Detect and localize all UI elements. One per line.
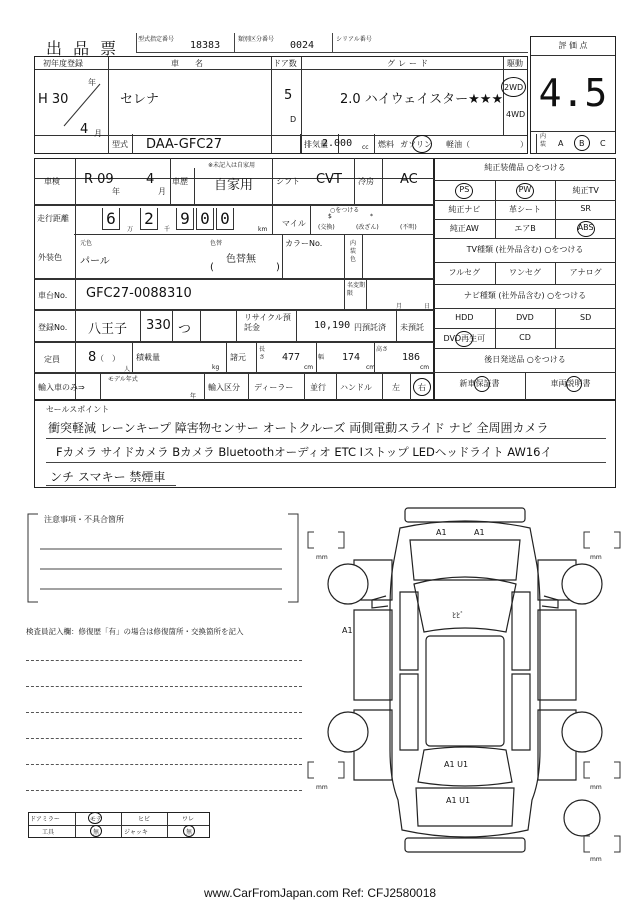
handle-label: ハンドル — [340, 383, 372, 392]
interior-a: A — [558, 139, 564, 148]
import-category-label: 輸入区分 — [208, 383, 240, 392]
reg-region: 八王子 — [88, 322, 128, 337]
inspection-label: 車検 — [44, 177, 60, 186]
model-label: 型式 — [112, 140, 128, 149]
handle-right-circle — [413, 378, 431, 396]
color-orig-label: 元色 — [80, 240, 93, 247]
mileage-label: 走行距離 — [37, 214, 69, 223]
jack-none-circle — [183, 825, 195, 837]
length: 477 — [282, 352, 301, 363]
displacement-label: 排気量 — [304, 140, 328, 149]
genuine-item-circle-8 — [577, 221, 595, 237]
jack-none: 無 — [186, 829, 193, 836]
cat-num-label: 類別区分番号 — [238, 36, 275, 43]
genuine-item-7: エアB — [514, 224, 536, 233]
inspection-era: R 09 — [84, 172, 114, 187]
first-reg-era: H 30 — [38, 92, 69, 107]
history-note: ※未記入は自家用 — [208, 162, 256, 169]
genuine-item-1: PW — [518, 185, 532, 194]
history: 自家用 — [214, 178, 254, 193]
dims-label: 諸元 — [230, 353, 246, 362]
genuine-item-circle-0 — [455, 183, 473, 199]
displacement: 2.000 — [322, 138, 353, 149]
genuine-title: 純正装備品 ○をつける — [484, 163, 566, 172]
deadline-label: 名変期限 — [347, 282, 366, 297]
reg-class: 330 — [146, 318, 171, 333]
odometer — [78, 206, 274, 232]
chassis-number: GFC27-0088310 — [86, 286, 192, 301]
tools-none: 無 — [93, 829, 100, 836]
mileage-mile: マイル — [282, 219, 306, 228]
navi-item-3: DVD再生可 — [443, 334, 486, 343]
load-kg: kg — [212, 364, 220, 371]
mirror-mote: モテ — [90, 816, 103, 823]
tv-item-0: フルセグ — [448, 268, 481, 277]
navi-item-circle-3 — [455, 331, 473, 347]
fuel-gasoline: ガソリン — [400, 140, 432, 149]
inspection-month-unit: 月 — [158, 187, 166, 196]
capacity-label: 定員 — [44, 355, 60, 364]
drive-2wd-circle — [501, 77, 526, 97]
ac: AC — [400, 172, 418, 187]
genuine-item-8: ABS — [577, 223, 594, 232]
tv-item-1: ワンセグ — [508, 268, 541, 277]
tv-item-2: アナログ — [569, 268, 602, 277]
serial-label: シリアル番号 — [336, 36, 372, 43]
first-reg-month-unit: 月 — [94, 129, 102, 138]
fuel-label: 燃料 — [378, 140, 394, 149]
mileage-circle-note: ○をつける — [330, 207, 360, 214]
navi-title: ナビ種類 (社外品含む) ○をつける — [463, 291, 587, 300]
ac-label: 冷房 — [358, 177, 374, 186]
inspection-year-unit: 年 — [112, 187, 120, 196]
later-item-1: 車両説明書 — [550, 379, 591, 388]
door-mirror-label: ドアミラー — [30, 816, 60, 823]
mirror-mote-circle — [88, 812, 102, 824]
drive-2wd: 2WD — [504, 83, 524, 92]
model-year-label: モデル年式 — [108, 376, 138, 383]
recycle-amount: 10,190 — [314, 320, 351, 331]
grade-label: グレード — [387, 59, 431, 68]
navi-item-2: SD — [580, 313, 592, 322]
odometer-digit: 0 — [196, 208, 214, 230]
doors-label: ドア数 — [273, 59, 297, 68]
capacity-paren: （ ） — [96, 354, 120, 363]
drive-4wd: 4WD — [506, 110, 526, 119]
interior-c: C — [600, 139, 606, 148]
genuine-item-5: SR — [580, 204, 591, 213]
fuel-circle — [412, 135, 432, 153]
sales-line-1: 衝突軽減 レーンキープ 障害物センサー オートクルーズ 両側電動スライド ナビ 全周囲カメラ — [48, 421, 549, 435]
interior-circle — [574, 135, 590, 151]
caution-bracket — [26, 512, 304, 606]
navi-item-0: HDD — [455, 313, 474, 322]
fuel-diesel: 軽油（ — [446, 140, 470, 149]
navi-item-1: DVD — [516, 313, 534, 322]
interior-label: 内装 — [540, 133, 547, 148]
interior-color-label: 内装色 — [350, 240, 357, 263]
inspection-month: 4 — [146, 172, 155, 187]
genuine-item-3: 純正ナビ — [448, 205, 481, 214]
mm-fr: mm — [590, 554, 602, 561]
color-changed-label: 色替 — [210, 240, 223, 247]
mileage-tamper: (改ざん) — [356, 224, 379, 231]
first-reg-month: 4 — [80, 122, 89, 137]
tv-title: TV種類 (社外品含む) ○をつける — [466, 245, 584, 254]
color-paren-open: ( — [210, 262, 214, 273]
color-changed: 色替無 — [226, 254, 256, 265]
recycle-label: リサイクル預託金 — [244, 313, 291, 332]
odometer-digit: 6 — [102, 208, 120, 230]
later-title: 後日発送品 ○をつける — [484, 355, 566, 364]
shift: CVT — [316, 172, 342, 187]
load-label: 積載量 — [136, 353, 160, 362]
caution-label: 注意事項・不具合箇所 — [44, 515, 124, 524]
color-paren-close: ) — [276, 262, 280, 273]
history-label: 車歴 — [172, 177, 188, 186]
drive-label: 駆動 — [507, 59, 523, 68]
width: 174 — [342, 352, 361, 363]
type-num: 18383 — [190, 40, 221, 51]
mirror-hibi: ヒビ — [138, 816, 151, 823]
odometer-digit: 2 — [140, 208, 158, 230]
odometer-digit: 0 — [216, 208, 234, 230]
capacity-value: 8 — [88, 350, 97, 365]
mileage-sen: 千 — [164, 226, 171, 233]
door-count: 5 — [284, 88, 293, 103]
model: DAA-GFC27 — [146, 137, 222, 152]
type-num-label: 型式指定番号 — [138, 36, 175, 43]
reg-kana: つ — [178, 322, 192, 337]
odometer-digit: 9 — [176, 208, 194, 230]
mm-fl: mm — [316, 554, 328, 561]
later-circle-1 — [566, 376, 582, 392]
grade: 2.0 ハイウェイスター★★★ — [340, 92, 504, 107]
reg-label: 登録No. — [38, 323, 68, 332]
damage-left-side: A1 — [342, 626, 353, 635]
mm-rr: mm — [590, 784, 602, 791]
mileage-star: * — [370, 213, 373, 220]
color-label: 外装色 — [38, 253, 62, 262]
car-name-label: 車 名 — [171, 59, 207, 68]
height-cm: cm — [420, 364, 430, 371]
damage-front-right: A1 — [474, 528, 485, 537]
width-label: 幅 — [318, 354, 325, 361]
mileage-exchange: (交換) — [318, 224, 335, 231]
damage-rear-gate: A1 U1 — [444, 760, 469, 769]
later-item-0: 新車保証書 — [459, 379, 500, 388]
interior-b: B — [579, 139, 585, 148]
mileage-man: 万 — [127, 226, 134, 233]
damage-rear-bumper: A1 U1 — [446, 796, 471, 805]
inspector-label: 検査員記入欄：修復歴「有」の場合は修復箇所・交換箇所を記入 — [26, 627, 244, 636]
chassis-label: 車台No. — [38, 291, 68, 300]
mileage-unknown: (不明) — [400, 224, 417, 231]
model-year-unit: 年 — [190, 393, 197, 400]
import-dealer: ディーラー — [254, 383, 294, 392]
tools-label: 工具 — [42, 829, 55, 836]
len-label: 長さ — [259, 346, 266, 361]
genuine-item-2: 純正TV — [572, 186, 599, 195]
recycle-deposited: 円預託済 — [354, 323, 386, 332]
car-diagram — [300, 500, 630, 880]
footer-ref: www.CarFromJapan.com Ref: CFJ2580018 — [203, 886, 437, 900]
mileage-dollar: $ — [328, 213, 332, 220]
handle-left: 左 — [392, 383, 400, 392]
handle-right: 右 — [418, 383, 426, 392]
height: 186 — [402, 352, 421, 363]
height-label: 高さ — [376, 346, 389, 353]
car-name: セレナ — [120, 92, 160, 107]
tools-none-circle — [90, 825, 102, 837]
cc-unit: cc — [362, 144, 369, 151]
deadline-day: 日 — [424, 303, 431, 310]
width-cm: cm — [366, 364, 376, 371]
capacity-person: 人 — [124, 366, 131, 373]
import-label: 輸入車のみ⇒ — [38, 383, 85, 392]
page-title: 出 品 票 — [46, 39, 120, 58]
damage-front-left: A1 — [436, 528, 447, 537]
damage-windshield: ﾋﾋﾞ — [452, 611, 464, 620]
mm-rl: mm — [316, 784, 328, 791]
later-circle-0 — [474, 376, 490, 392]
genuine-item-6: 純正AW — [449, 224, 479, 233]
door-type: D — [290, 115, 297, 124]
color-no-label: カラーNo. — [285, 239, 323, 248]
deadline-month: 月 — [396, 303, 403, 310]
equipment-grid — [434, 158, 616, 400]
import-parallel: 並行 — [310, 383, 326, 392]
navi-item-4: CD — [519, 333, 531, 342]
first-reg-label: 初年度登録 — [43, 59, 83, 68]
sales-label: セールスポイント — [46, 405, 110, 414]
len-cm: cm — [304, 364, 314, 371]
color-orig: パール — [80, 256, 110, 267]
genuine-item-4: 革シート — [508, 205, 541, 214]
eval-score: 4.5 — [538, 71, 608, 115]
recycle-not-deposited: 未預託 — [400, 323, 424, 332]
mileage-km: km — [258, 226, 268, 233]
sales-line-3: ンチ スマキー 禁煙車 — [50, 470, 166, 484]
shift-label: シフト — [276, 177, 300, 186]
cat-num: 0024 — [290, 40, 315, 51]
mm-spare: mm — [590, 856, 602, 863]
sales-line-2: Fカメラ サイドカメラ Bカメラ Bluetoothオーディオ ETC Iストップ LEDヘッドライト AW16イ — [56, 445, 552, 459]
genuine-item-0: PS — [459, 185, 470, 194]
mirror-ware: ワレ — [182, 816, 195, 823]
fuel-diesel-close: ） — [520, 140, 528, 149]
genuine-item-circle-1 — [516, 183, 534, 199]
jack-label: ジャッキ — [124, 829, 148, 836]
first-reg-year-unit: 年 — [88, 78, 96, 87]
eval-label: 評 価 点 — [558, 41, 588, 50]
